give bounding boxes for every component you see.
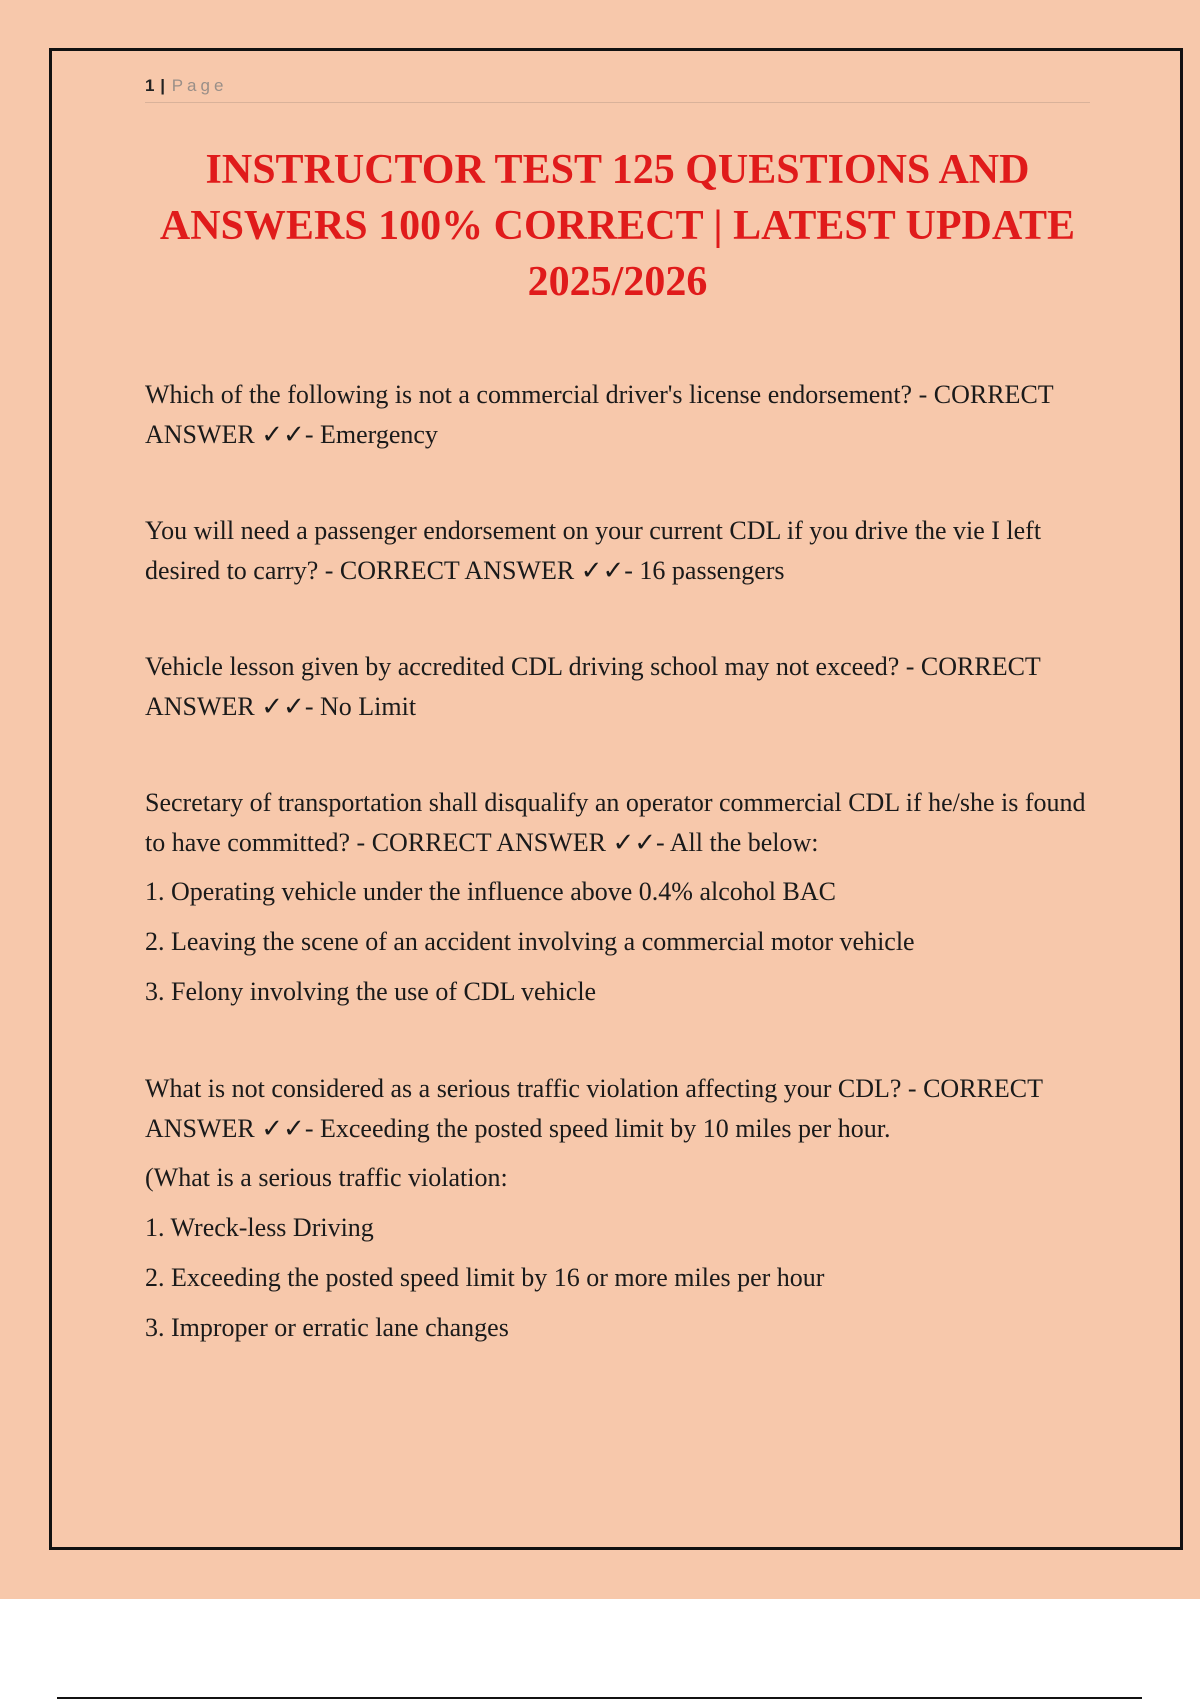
qa-item xyxy=(145,1069,1090,1349)
qa-item xyxy=(145,375,1090,455)
qa-question-answer: You will need a passenger endorsement on your current CDL if you drive the vie I left desired to carry? - CORRECT ANSWER ✓✓- 16 passengers xyxy=(145,516,1042,585)
qa-question-answer: Which of the following is not a commercial driver's license endorsement? - CORRECT ANSWER ✓✓- Emergency xyxy=(145,380,1054,449)
page-separator: | xyxy=(160,76,165,95)
page-number: 1 xyxy=(145,76,155,95)
page-header xyxy=(145,74,1090,103)
qa-list-line: 3. Felony involving the use of CDL vehicle xyxy=(145,977,597,1006)
qa-question-answer: Secretary of transportation shall disqualify an operator commercial CDL if he/she is found to have committed? - CORRECT ANSWER ✓✓- All the below: xyxy=(145,788,1086,857)
qa-list-line: 2. Exceeding the posted speed limit by 16 or more miles per hour xyxy=(145,1263,825,1292)
qa-list-line: (What is a serious traffic violation: xyxy=(145,1163,508,1192)
document-title: INSTRUCTOR TEST 125 QUESTIONS AND ANSWERS 100% CORRECT | LATEST UPDATE 2025/2026 xyxy=(159,147,1076,305)
qa-item xyxy=(145,647,1090,727)
qa-question-answer: What is not considered as a serious traffic violation affecting your CDL? - CORRECT ANSWER ✓✓- Exceeding the posted speed limit by 10 miles per hour. xyxy=(145,1074,1043,1143)
qa-question-answer: Vehicle lesson given by accredited CDL driving school may not exceed? - CORRECT ANSWER ✓✓- No Limit xyxy=(145,652,1041,721)
qa-list-line: 1. Operating vehicle under the influence above 0.4% alcohol BAC xyxy=(145,877,836,906)
qa-list-line: 3. Improper or erratic lane changes xyxy=(145,1313,509,1342)
footer-rule xyxy=(57,1697,1142,1699)
qa-list-line: 1. Wreck-less Driving xyxy=(145,1213,374,1242)
qa-item xyxy=(145,783,1090,1013)
qa-list xyxy=(145,375,1090,1405)
page-label: Page xyxy=(171,76,228,95)
qa-list-line: 2. Leaving the scene of an accident involving a commercial motor vehicle xyxy=(145,927,915,956)
qa-item xyxy=(145,511,1090,591)
